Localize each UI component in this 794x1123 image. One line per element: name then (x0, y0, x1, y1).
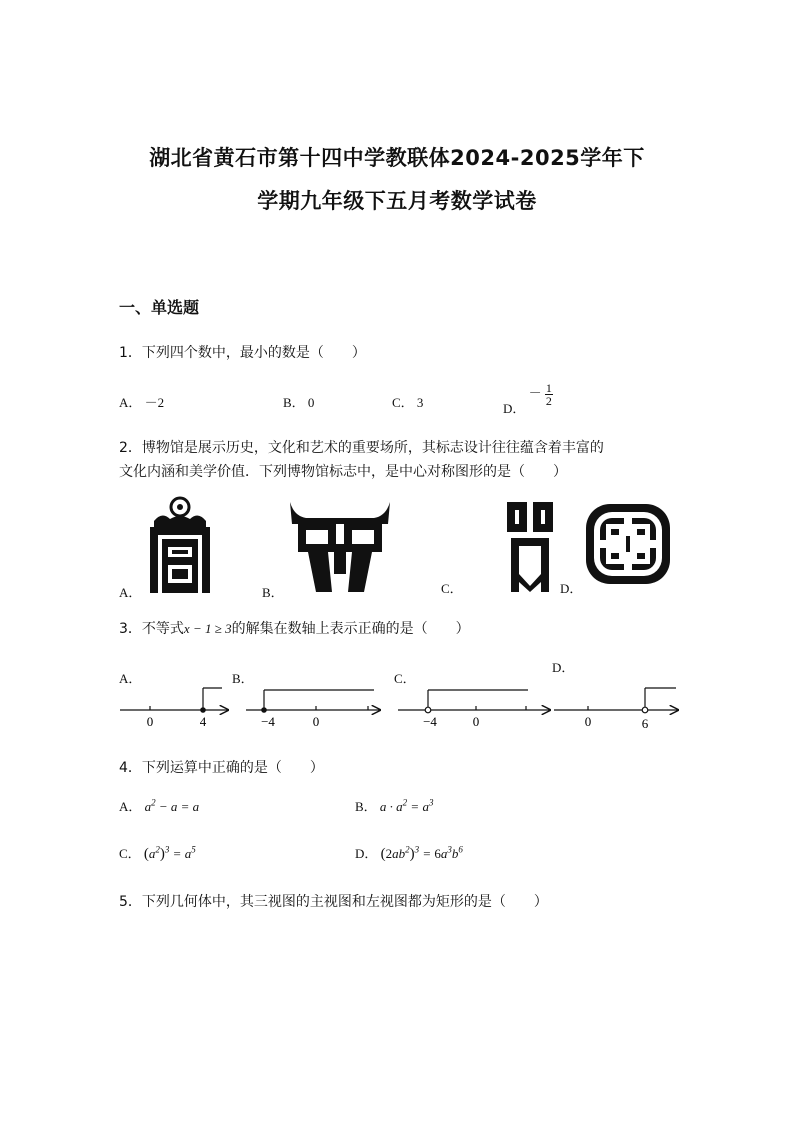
question-4-stem: 4．下列运算中正确的是（ ） (119, 760, 324, 776)
q3-a-solid-dot (200, 707, 206, 713)
page-title-line2: 学期九年级下五月考数学试卷 (257, 189, 537, 213)
q1-d-sign: － (528, 385, 542, 401)
q1-d-label: D． (503, 401, 526, 417)
q3-a-tick-label-1: 4 (199, 714, 207, 729)
q1-b-value: 0 (307, 395, 315, 410)
q2-option-c-label[interactable]: C． (441, 581, 463, 596)
museum-logo-b-icon (288, 500, 392, 592)
museum-logo-a-icon (140, 495, 220, 595)
q1-c-label: C． (392, 395, 414, 410)
museum-logo-c-icon (505, 500, 555, 592)
section-heading: 一、单选题 (119, 298, 200, 317)
q3-c-tick-label-0: −4 (423, 714, 437, 729)
q3-b-solid-dot (261, 707, 267, 713)
q1-a-value: －2 (144, 395, 165, 410)
question-1-stem: 1．下列四个数中，最小的数是（ ） (119, 345, 366, 361)
q2-option-a-label[interactable]: A． (119, 585, 142, 600)
q3-a-tick-label-0: 0 (146, 714, 154, 729)
q3-d-number-line (554, 688, 678, 731)
q3-option-a-label[interactable]: A． (119, 671, 142, 686)
q3-number-lines (118, 684, 682, 734)
q4-a-label: A． (119, 799, 142, 814)
q3-d-tick-label-1: 6 (641, 716, 649, 731)
q4-option-a[interactable] (119, 796, 199, 815)
q3-b-number-line (246, 690, 380, 729)
q3-stem-prefix: 3．不等式 (119, 621, 184, 637)
q1-c-value: 3 (416, 395, 424, 410)
q3-c-number-line (398, 690, 550, 729)
q3-option-d-label[interactable]: D． (552, 660, 575, 675)
museum-logo-d-icon (582, 500, 674, 588)
q1-option-b[interactable] (283, 392, 314, 411)
q3-inequality: x − 1 ≥ 3 (183, 621, 232, 636)
q3-a-number-line (120, 688, 228, 729)
q4-a-expression: $a^2 - a = a$ (144, 797, 200, 814)
q4-c-expression: $(a^2)^3 = a^5$ (143, 844, 196, 862)
q4-option-c[interactable] (119, 843, 196, 863)
question-5-stem: 5．下列几何体中，其三视图的主视图和左视图都为矩形的是（ ） (119, 894, 548, 910)
q3-b-tick-label-1: 0 (312, 714, 320, 729)
q3-stem-suffix: 的解集在数轴上表示正确的是（ ） (231, 621, 470, 637)
q4-d-label: D． (355, 846, 378, 861)
question-3-stem (119, 618, 470, 638)
q4-option-b[interactable] (355, 796, 433, 815)
q3-b-tick-label-0: −4 (261, 714, 275, 729)
q3-d-tick-label-0: 0 (584, 714, 592, 729)
q1-option-c[interactable] (392, 392, 423, 411)
q1-d-fraction (545, 382, 553, 407)
q1-d-numerator: 1 (545, 381, 552, 395)
q1-option-a[interactable] (119, 392, 164, 411)
q3-option-b-label[interactable]: B． (232, 671, 254, 686)
q3-c-tick-label-1: 0 (472, 714, 480, 729)
q2-option-d-label[interactable]: D． (560, 581, 583, 596)
q3-option-c-label[interactable]: C． (394, 671, 416, 686)
q3-d-hollow-dot (642, 707, 648, 713)
q4-c-label: C． (119, 846, 141, 861)
q1-a-label: A． (119, 395, 142, 410)
q4-b-label: B． (355, 799, 377, 814)
q1-b-label: B． (283, 395, 305, 410)
q4-d-expression: $(2ab^2)^3 = 6a^3b^6$ (380, 844, 463, 862)
q4-option-d[interactable] (355, 843, 463, 863)
question-2-stem-line2: 文化内涵和美学价值．下列博物馆标志中，是中心对称图形的是（ ） (119, 464, 567, 480)
q4-b-expression: $a \cdot a^2 = a^3$ (379, 797, 434, 814)
page-title-line1: 湖北省黄石市第十四中学教联体2024-2025学年下 (149, 146, 645, 170)
q2-option-b-label[interactable]: B． (262, 585, 284, 600)
question-2-stem-line1: 2．博物馆是展示历史，文化和艺术的重要场所，其标志设计往往蕴含着丰富的 (119, 440, 604, 456)
q1-option-d[interactable] (503, 381, 553, 417)
q1-d-denominator: 2 (545, 394, 552, 408)
q3-c-hollow-dot (425, 707, 431, 713)
